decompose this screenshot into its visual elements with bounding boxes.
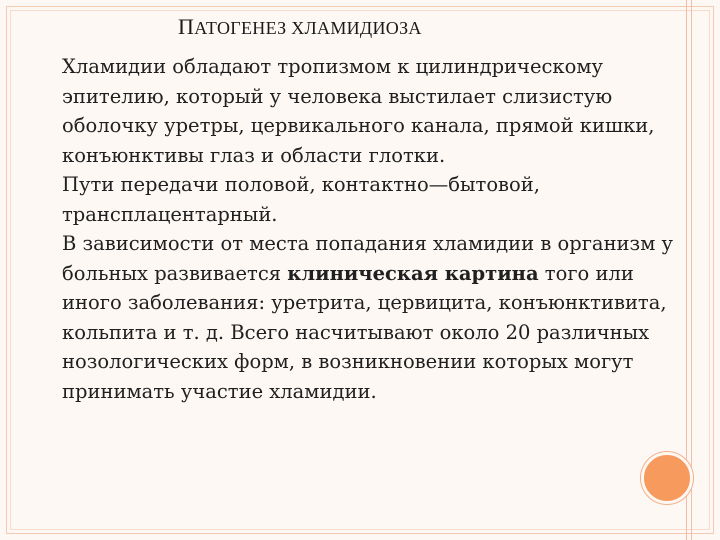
right-border-line-outer [686, 0, 687, 540]
paragraph-1: Хламидии обладают тропизмом к цилиндрическому эпителию, который у человека выстилает слизистую оболочку уретры, цервикального канала, прямой кишки, конъюнктивы глаз и области глотки. [62, 55, 655, 167]
paragraph-3-bold: клиническая картина [287, 261, 539, 285]
slide-body [42, 52, 678, 406]
slide-title [178, 14, 598, 40]
decorative-orange-circle [641, 452, 693, 504]
title-rest: АТОГЕНЕЗ ХЛАМИДИОЗА [194, 18, 422, 38]
right-border-line-inner [691, 0, 692, 540]
paragraph-3-end: того или иного заболевания: уретрита, цервицита, конъюнктивита, кольпита и т. д. Всего насчитывают около 20 различных нозологических форм, в возникновении которых могут принимать участие хламидии. [62, 261, 667, 403]
paragraph-3 [42, 229, 678, 406]
title-first-letter: П [178, 14, 195, 39]
paragraph-2: Пути передачи половой, контактно—бытовой, трансплацентарный. [62, 173, 540, 226]
paragraph-3-start: В зависимости от места попадания хламидии в организм у больных развивается [62, 232, 674, 285]
